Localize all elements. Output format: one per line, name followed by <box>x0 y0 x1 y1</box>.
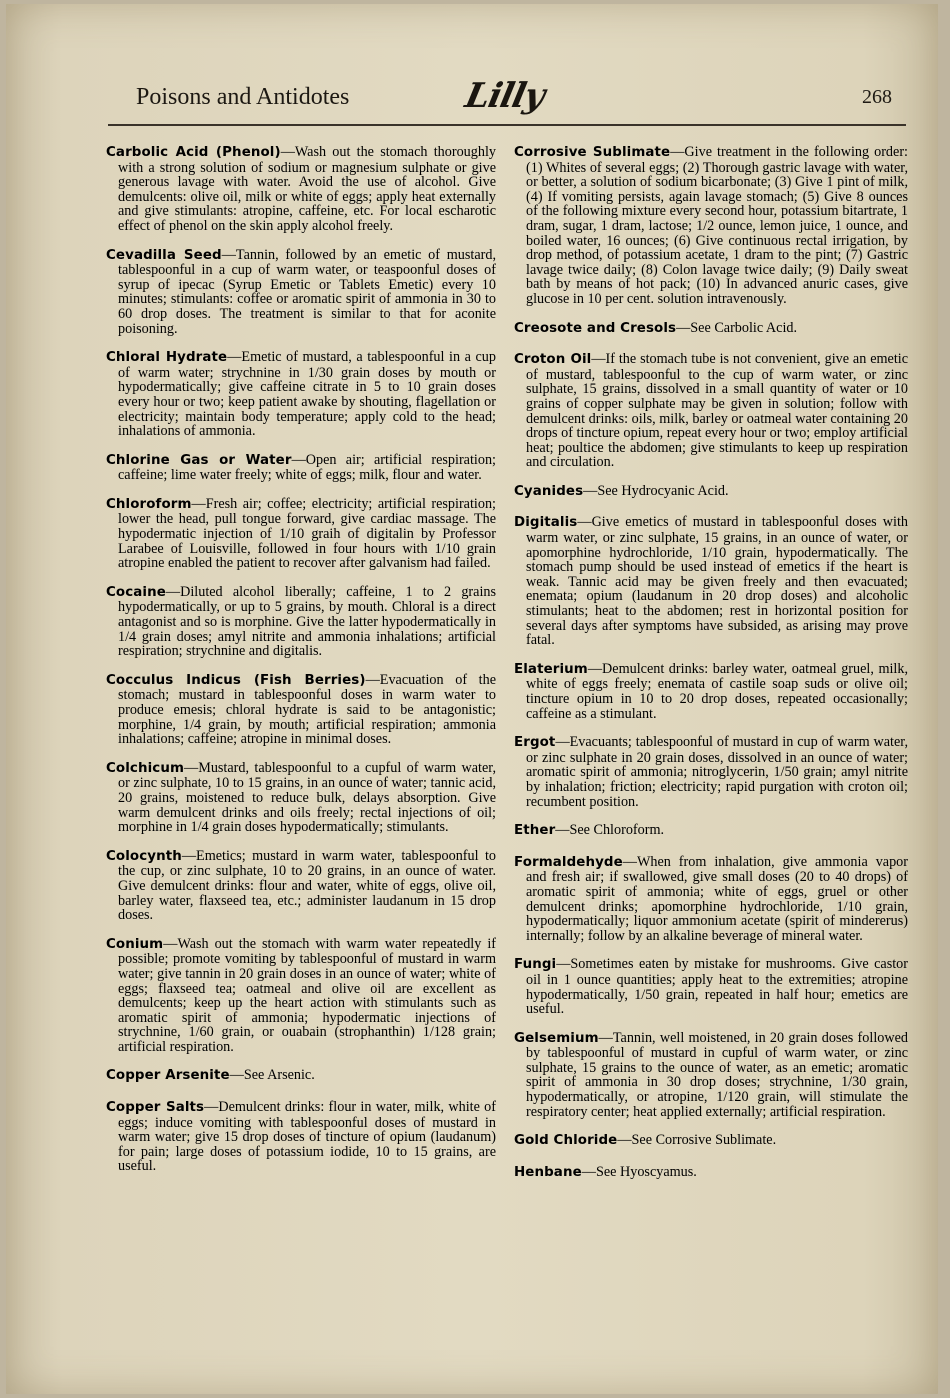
entry-ergot <box>514 735 908 809</box>
entry-text: —Tannin, well moistened, in 20 grain doses followed by tablespoonful of mustard in cupful of warm water, or zinc sulphate, 15 grains to the ounce of water, as an emetic; aromatic spirit of ammonia in 30 drop doses; strychnine, 1/30 grain, hypodermatically, or atropine, 1/120 grain, will stimulate the respiratory center; heat applied externally; artificial respiration. <box>526 1029 908 1120</box>
lilly-logo: Lilly <box>461 76 548 116</box>
entry-text: —Open air; artificial respiration; caffeine; lime water freely; white of eggs; milk, flour and water. <box>118 451 496 484</box>
entry-croton-oil <box>514 352 908 470</box>
entry-text: —See Arsenic. <box>229 1067 315 1084</box>
entry-text: —See Corrosive Sublimate. <box>617 1132 777 1149</box>
entry-text: —Emetic of mustard, a tablespoonful in a cup of warm water; strychnine in 1/30 grain doses by mouth or hypodermatically; give caffeine citrate in 5 to 10 grain doses every hour or two; keep patient awake by shouting, flagellation or electricity; maintain body temperature; apply cold to the head; inhalations of ammonia. <box>118 349 496 440</box>
entry-term: Fungi <box>514 957 557 973</box>
entry-text: —Evacuation of the stomach; mustard in tablespoonful doses in warm water to produce emesis; chloral hydrate is said to be antagonistic; morphine, 1/4 grain, by mouth; artificial respiration; ammonia inhalations; caffeine; atropine in minimal doses. <box>118 671 496 748</box>
entry-text: —Evacuants; tablespoonful of mustard in cup of warm water, or zinc sulphate in 20 grain doses, dissolved in an ounce of water; aromatic spirit of ammonia; nitroglycerin, 1/50 grain; amyl nitrite by inhalation; friction; electricity; rapid purgation with croton oil; recumbent position. <box>526 734 908 810</box>
entry-term: Conium <box>106 936 164 952</box>
entry-text: —See Hydrocyanic Acid. <box>583 482 729 499</box>
entry-text: —Tannin, followed by an emetic of mustard, tablespoonful in a cup of warm water, or teaspoonful doses of syrup of ipecac (Syrup Emetic or Tablets Emetic) every 10 minutes; stimulants: coffee or aromatic spirit of ammonia in 30 to 60 drop doses. The treatment is similar to that for aconite poisoning. <box>118 246 496 337</box>
entry-term: Gelsemium <box>514 1030 599 1046</box>
entry-colchicum <box>106 761 496 835</box>
entry-text: —Give treatment in the following order: (1) Whites of several eggs; (2) Thorough gastric lavage with water, or better, a solution of sodium bicarbonate; (3) Give 1 pint of milk, (4) If vomiting persists, again lavage stomach; (5) Give 8 ounces of the following mixture every second hour, potassium bitartrate, 1 dram, sugar, 1 dram, lactose; 1/2 ounce, lemon juice, 1 ounce, and boiled water, 16 ounces; (6) Give continuous rectal irrigation, by drop method, of potassium acetate, 1 dram to the pint; (7) Gastric lavage twice daily; (8) Colon lavage twice daily; (9) Daily sweat bath by means of hot pack; (10) In advanced anuric cases, give glucose in 10 per cent. solution intravenously. <box>526 144 908 307</box>
entry-term: Chloral Hydrate <box>106 350 228 366</box>
entry-term: Copper Salts <box>106 1100 205 1116</box>
entry-text: —Demulcent drinks: barley water, oatmeal gruel, milk, white of eggs freely; enemata of castile soap suds or olive oil; tincture opium in 10 to 20 drop doses, repeated occasionally; caffeine as a stimulant. <box>526 660 908 722</box>
entry-text: —See Hyoscyamus. <box>581 1163 697 1180</box>
entry-term: Cevadilla Seed <box>106 247 222 263</box>
entry-term: Ergot <box>514 735 556 751</box>
right-column <box>514 145 908 1196</box>
entry-term: Cyanides <box>514 483 584 499</box>
entry-text: —Wash out the stomach with warm water repeatedly if possible; promote vomiting by tablespoonful of mustard in warm water; give tannin in 20 grain doses in an ounce of water; white of eggs; flaxseed tea; oatmeal and olive oil are excellent as demulcents; keep up the heart action with stimulants such as aromatic spirit of ammonia; hypodermatic injections of strychnine, 1/60 grain, or ouabain (strophanthin) 1/128 grain; artificial respiration. <box>118 935 496 1055</box>
entry-cocaine <box>106 585 496 659</box>
entry-text: —Emetics; mustard in warm water, tablespoonful to the cup, or zinc sulphate, 10 to 20 grains, in an ounce of water. Give demulcent drinks: flour and water, white of eggs, olive oil, barley water, flaxseed tea, etc.; administer laudanum in 15 drop doses. <box>118 847 496 924</box>
entry-text: —Diluted alcohol liberally; caffeine, 1 to 2 grains hypodermatically, or up to 5 grains, by mouth. Chloral is a direct antagonist and so is morphine. Give the latter hypodermatically in 1/4 grain doses; amyl nitrite and ammonia inhalations; artificial respiration; strychnine and digitalis. <box>118 583 496 660</box>
entry-copper-arsenite <box>106 1068 496 1084</box>
entry-text: —If the stomach tube is not convenient, give an emetic of mustard, tablespoonful to the cup of warm water, or zinc sulphate, 15 grains, dissolved in a small quantity of water or 10 grains of copper sulphate may be given in solution; follow with demulcent drinks: oils, milk, barley or oatmeal water containing 20 drops of tincture opium, repeat every hour or two; employ artificial heat; poultice the abdomen; give stimulants to keep up respiration and circulation. <box>526 351 909 471</box>
entry-text: —Give emetics of mustard in tablespoonful doses with warm water, or zinc sulphate, 15 grains, in an ounce of water, or apomorphine hydrochloride, 1/10 grain, hypodermatically. The stomach pump should be used instead of emetics if the heart is weak. Tannic acid may be given freely and then evacuated; enemata; opium (laudanum in 20 drop doses) and alcoholic stimulants; heat to the abdomen; rest in horizontal position for several days after symptoms have subsided, as arising may prove fatal. <box>526 514 908 649</box>
entry-chloral-hydrate <box>106 350 496 439</box>
entry-term: Carbolic Acid (Phenol) <box>106 145 281 160</box>
entry-term: Cocaine <box>106 584 166 600</box>
entry-cocculus-indicus <box>106 673 496 747</box>
entry-term: Colchicum <box>106 760 185 776</box>
entry-term: Cocculus Indicus (Fish Berries) <box>106 672 366 688</box>
entry-term: Ether <box>514 823 556 839</box>
entry-term: Henbane <box>514 1164 582 1180</box>
entry-term: Creosote and Cresols <box>514 320 677 336</box>
entry-cyanides <box>514 484 908 500</box>
entry-digitalis <box>514 515 908 647</box>
entry-cevadilla-seed <box>106 248 496 337</box>
entry-chloroform <box>106 497 496 571</box>
entry-creosote-cresols <box>514 321 908 337</box>
entry-gold-chloride <box>514 1133 908 1149</box>
entry-term: Formaldehyde <box>514 854 623 870</box>
entry-text: —See Chloroform. <box>555 822 665 839</box>
entry-conium <box>106 937 496 1055</box>
entry-term: Croton Oil <box>514 352 592 368</box>
entry-fungi <box>514 957 908 1016</box>
entry-term: Chloroform <box>106 496 192 512</box>
entry-text: —Demulcent drinks: flour in water, milk, white of eggs; induce vomiting with tablespoonful doses of mustard in warm water; give 15 drop doses of tincture of opium (laudanum) for pain; large doses of potassium iodide, 10 to 15 grains, are useful. <box>118 1099 497 1175</box>
entry-text: —Wash out the stomach thoroughly with a strong solution of sodium or magnesium sulphate or give generous lavage with water. Avoid the use of alcohol. Give demulcents: olive oil, milk or white of eggs; apply heat externally and give stimulants: atropine, caffeine, etc. For local escharotic effect of phenol on the skin apply alcohol freely. <box>118 144 496 234</box>
entry-carbolic-acid <box>106 145 496 234</box>
entry-term: Elaterium <box>514 661 588 677</box>
entry-ether <box>514 823 908 839</box>
entry-text: —See Carbolic Acid. <box>676 319 798 336</box>
entry-corrosive-sublimate <box>514 145 908 307</box>
entry-chlorine-gas <box>106 453 496 483</box>
entry-term: Copper Arsenite <box>106 1068 230 1084</box>
entry-text: —Fresh air; coffee; electricity; artificial respiration; lower the head, pull tongue forward, give cardiac massage. The hypodermatic injection of 1/10 graih of digitalin by Professor Larabee of Louisville, followed in four hours with 1/10 grain atropine enabled the patient to recover after galvanism had failed. <box>118 495 496 572</box>
entry-text: —Mustard, tablespoonful to a cupful of warm water, or zinc sulphate, 10 to 15 grains, in an ounce of water; tannic acid, 20 grains, moistened to reduce bulk, delays absorption. Give warm demulcent drinks and oils freely; rectal injections of oil; morphine in 1/4 grain doses hypodermatically; stimulants. <box>118 759 496 836</box>
entry-copper-salts <box>106 1100 496 1174</box>
entry-term: Gold Chloride <box>514 1133 618 1149</box>
entry-term: Colocynth <box>106 848 182 864</box>
left-column <box>106 145 496 1188</box>
entry-formaldehyde <box>514 855 908 944</box>
entry-text: —When from inhalation, give ammonia vapor and fresh air; if swallowed, give small doses (20 to 40 drops) of aromatic spirit of ammonia; white of eggs, gruel or other demulcent drinks; apomorphine hydrochloride, 1/10 grain, hypodermatically; liquor ammonium acetate (spirit of mindererus) internally; follow by an alkaline beverage of mineral water. <box>526 853 908 944</box>
page-header <box>136 76 896 124</box>
header-rule <box>108 124 906 126</box>
entry-term: Digitalis <box>514 515 578 531</box>
entry-elaterium <box>514 662 908 721</box>
entry-gelsemium <box>514 1031 908 1120</box>
entry-henbane <box>514 1165 908 1181</box>
running-title: Poisons and Antidotes <box>136 84 350 110</box>
entry-term: Chlorine Gas or Water <box>106 452 292 468</box>
entry-colocynth <box>106 849 496 923</box>
entry-term: Corrosive Sublimate <box>514 145 671 160</box>
page-number: 268 <box>862 86 892 108</box>
entry-text: —Sometimes eaten by mistake for mushrooms. Give castor oil in 1 ounce quantities; apply heat to the extremities; atropine hypodermatically, 1/50 grain, repeated in half hour; emetics are useful. <box>526 956 908 1018</box>
